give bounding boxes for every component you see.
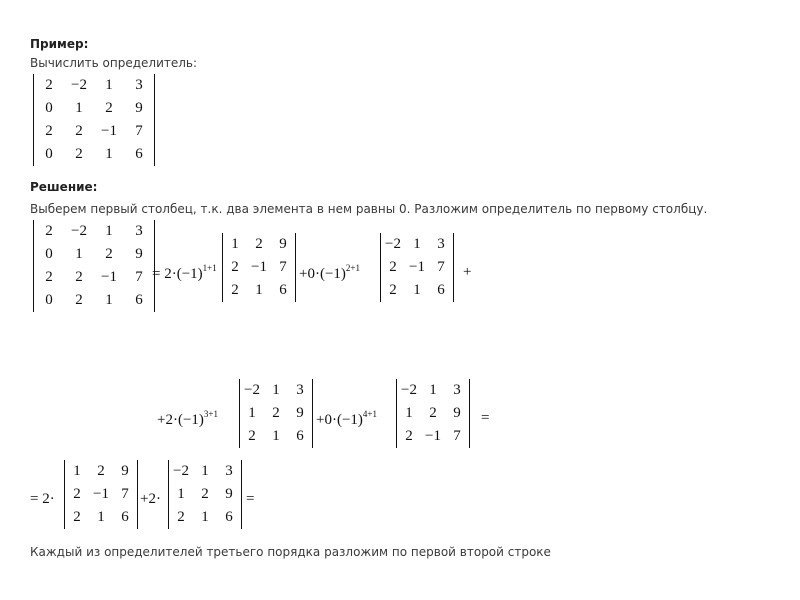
matrix-row [34, 220, 154, 243]
matrix-cell: 2 [255, 236, 263, 252]
matrix-m31 [240, 379, 312, 448]
matrix-cell: 2 [105, 246, 113, 262]
matrix-row [34, 143, 154, 166]
determinant-a [33, 74, 155, 166]
matrix-cell: 3 [135, 223, 143, 239]
exponent: 4+1 [362, 409, 377, 419]
matrix-cell: 1 [405, 405, 413, 421]
matrix-cell: 1 [231, 236, 239, 252]
matrix-row [65, 506, 137, 529]
sign-factor: (−1) [319, 266, 346, 282]
matrix-cell: −1 [409, 259, 425, 275]
matrix-cell: −1 [93, 486, 109, 502]
term-2-prefix [299, 264, 360, 283]
matrix-cell: 1 [272, 382, 280, 398]
matrix-cell: 1 [105, 77, 113, 93]
matrix-row [169, 460, 241, 483]
matrix-cell: 0 [45, 246, 53, 262]
coefficient: = 2· [152, 266, 177, 282]
matrix-row [169, 483, 241, 506]
matrix-cell: 1 [413, 282, 421, 298]
equals-sign-2: = [246, 491, 255, 507]
matrix-m11 [223, 233, 295, 302]
matrix-cell: 9 [279, 236, 287, 252]
matrix-cell: 1 [201, 463, 209, 479]
matrix-cell: 2 [231, 259, 239, 275]
matrix-row [223, 256, 295, 279]
task-text: Вычислить определитель: [30, 56, 198, 70]
matrix-cell: 6 [279, 282, 287, 298]
matrix-cell: 1 [97, 509, 105, 525]
matrix-cell: 1 [429, 382, 437, 398]
matrix-row [381, 256, 453, 279]
matrix-cell: 1 [272, 428, 280, 444]
sign-factor: (−1) [177, 412, 204, 428]
matrix-a-repeat [34, 220, 154, 312]
matrix-m41 [397, 379, 469, 448]
matrix-row [65, 483, 137, 506]
matrix-cell: 7 [453, 428, 461, 444]
matrix-cell: 6 [135, 292, 143, 308]
sign-factor: (−1) [336, 412, 363, 428]
sign-factor: (−1) [176, 266, 203, 282]
matrix-cell: 2 [75, 146, 83, 162]
exponent: 2+1 [345, 263, 360, 273]
matrix-cell: −2 [401, 382, 417, 398]
matrix-cell: 9 [121, 463, 129, 479]
matrix-cell: 2 [73, 509, 81, 525]
matrix-cell: −2 [385, 236, 401, 252]
matrix-row [169, 506, 241, 529]
matrix-row [381, 233, 453, 256]
matrix-cell: 1 [105, 146, 113, 162]
matrix-cell: 1 [73, 463, 81, 479]
matrix-cell: −1 [101, 123, 117, 139]
matrix-cell: 7 [135, 269, 143, 285]
matrix-cell: 9 [135, 100, 143, 116]
matrix-cell: 2 [97, 463, 105, 479]
matrix-cell: −1 [101, 269, 117, 285]
matrix-cell: 6 [135, 146, 143, 162]
minor-m11-repeat [64, 460, 138, 529]
trailing-plus: + [463, 264, 472, 280]
matrix-cell: 9 [225, 486, 233, 502]
matrix-cell: 1 [177, 486, 185, 502]
matrix-row [240, 379, 312, 402]
matrix-cell: 0 [45, 100, 53, 116]
explanation-text: Выберем первый столбец, т.к. два элемента в нем равны 0. Разложим определитель по первому столбцу. [30, 202, 708, 216]
matrix-row [34, 289, 154, 312]
matrix-row [34, 266, 154, 289]
minor-m11 [222, 233, 296, 302]
matrix-cell: −2 [71, 77, 87, 93]
matrix-cell: 2 [73, 486, 81, 502]
equals-sign: = [481, 410, 490, 426]
matrix-cell: 1 [105, 223, 113, 239]
matrix-row [240, 425, 312, 448]
matrix-cell: 3 [437, 236, 445, 252]
matrix-m21 [381, 233, 453, 302]
matrix-cell: 1 [201, 509, 209, 525]
matrix-row [397, 425, 469, 448]
minor-m41 [396, 379, 470, 448]
matrix-cell: 2 [75, 269, 83, 285]
term-5-prefix: = 2· [30, 491, 55, 507]
exponent: 3+1 [203, 409, 218, 419]
matrix-cell: 7 [135, 123, 143, 139]
matrix-row [223, 279, 295, 302]
matrix-cell: 2 [45, 77, 53, 93]
matrix-cell: −2 [71, 223, 87, 239]
matrix-cell: 2 [389, 282, 397, 298]
matrix-cell: 2 [75, 292, 83, 308]
matrix-cell: 2 [45, 123, 53, 139]
matrix-cell: 2 [231, 282, 239, 298]
matrix-row [397, 402, 469, 425]
matrix-cell: 6 [225, 509, 233, 525]
matrix-cell: 2 [177, 509, 185, 525]
matrix-cell: 3 [453, 382, 461, 398]
matrix-cell: 3 [225, 463, 233, 479]
matrix-cell: 0 [45, 146, 53, 162]
footer-text: Каждый из определителей третьего порядка разложим по первой второй строке [30, 545, 551, 559]
minor-m21 [380, 233, 454, 302]
matrix-cell: 2 [405, 428, 413, 444]
matrix-row [34, 243, 154, 266]
coefficient: +0· [316, 412, 337, 428]
matrix-cell: 3 [296, 382, 304, 398]
matrix-row [397, 379, 469, 402]
matrix-cell: 7 [121, 486, 129, 502]
matrix-cell: 2 [45, 269, 53, 285]
exponent: 1+1 [202, 263, 217, 273]
matrix-cell: 2 [429, 405, 437, 421]
matrix-cell: 2 [248, 428, 256, 444]
matrix-cell: −2 [173, 463, 189, 479]
matrix-cell: −2 [244, 382, 260, 398]
matrix-row [34, 120, 154, 143]
term-6-prefix: +2· [140, 491, 161, 507]
matrix-m31-repeat [169, 460, 241, 529]
matrix-cell: 2 [201, 486, 209, 502]
matrix-cell: 7 [279, 259, 287, 275]
matrix-cell: 9 [453, 405, 461, 421]
matrix-cell: 1 [248, 405, 256, 421]
matrix-cell: 9 [296, 405, 304, 421]
matrix-row [34, 74, 154, 97]
matrix-m11-repeat [65, 460, 137, 529]
matrix-cell: 0 [45, 292, 53, 308]
matrix-row [381, 279, 453, 302]
matrix-cell: 2 [45, 223, 53, 239]
matrix-cell: 2 [389, 259, 397, 275]
matrix-cell: 1 [105, 292, 113, 308]
matrix-cell: 3 [135, 77, 143, 93]
matrix-cell: 6 [437, 282, 445, 298]
coefficient: +0· [299, 266, 320, 282]
solution-heading: Решение: [30, 180, 98, 194]
term-4-prefix [316, 410, 377, 429]
matrix-cell: 7 [437, 259, 445, 275]
term-3-prefix [157, 410, 218, 429]
example-heading: Пример: [30, 37, 89, 51]
matrix-cell: −1 [251, 259, 267, 275]
matrix-row [240, 402, 312, 425]
matrix-row [34, 97, 154, 120]
matrix-cell: 2 [105, 100, 113, 116]
matrix-cell: 1 [413, 236, 421, 252]
minor-m31-repeat [168, 460, 242, 529]
matrix-cell: 2 [75, 123, 83, 139]
matrix-cell: 1 [75, 100, 83, 116]
matrix-cell: −1 [425, 428, 441, 444]
matrix-cell: 6 [121, 509, 129, 525]
matrix-cell: 1 [255, 282, 263, 298]
matrix-cell: 9 [135, 246, 143, 262]
matrix-cell: 1 [75, 246, 83, 262]
term-1-prefix [152, 264, 217, 283]
matrix-row [65, 460, 137, 483]
matrix-cell: 2 [272, 405, 280, 421]
matrix-row [223, 233, 295, 256]
coefficient: +2· [157, 412, 178, 428]
minor-m31 [239, 379, 313, 448]
matrix-cell: 6 [296, 428, 304, 444]
determinant-a-repeat [33, 220, 155, 312]
matrix-a [34, 74, 154, 166]
